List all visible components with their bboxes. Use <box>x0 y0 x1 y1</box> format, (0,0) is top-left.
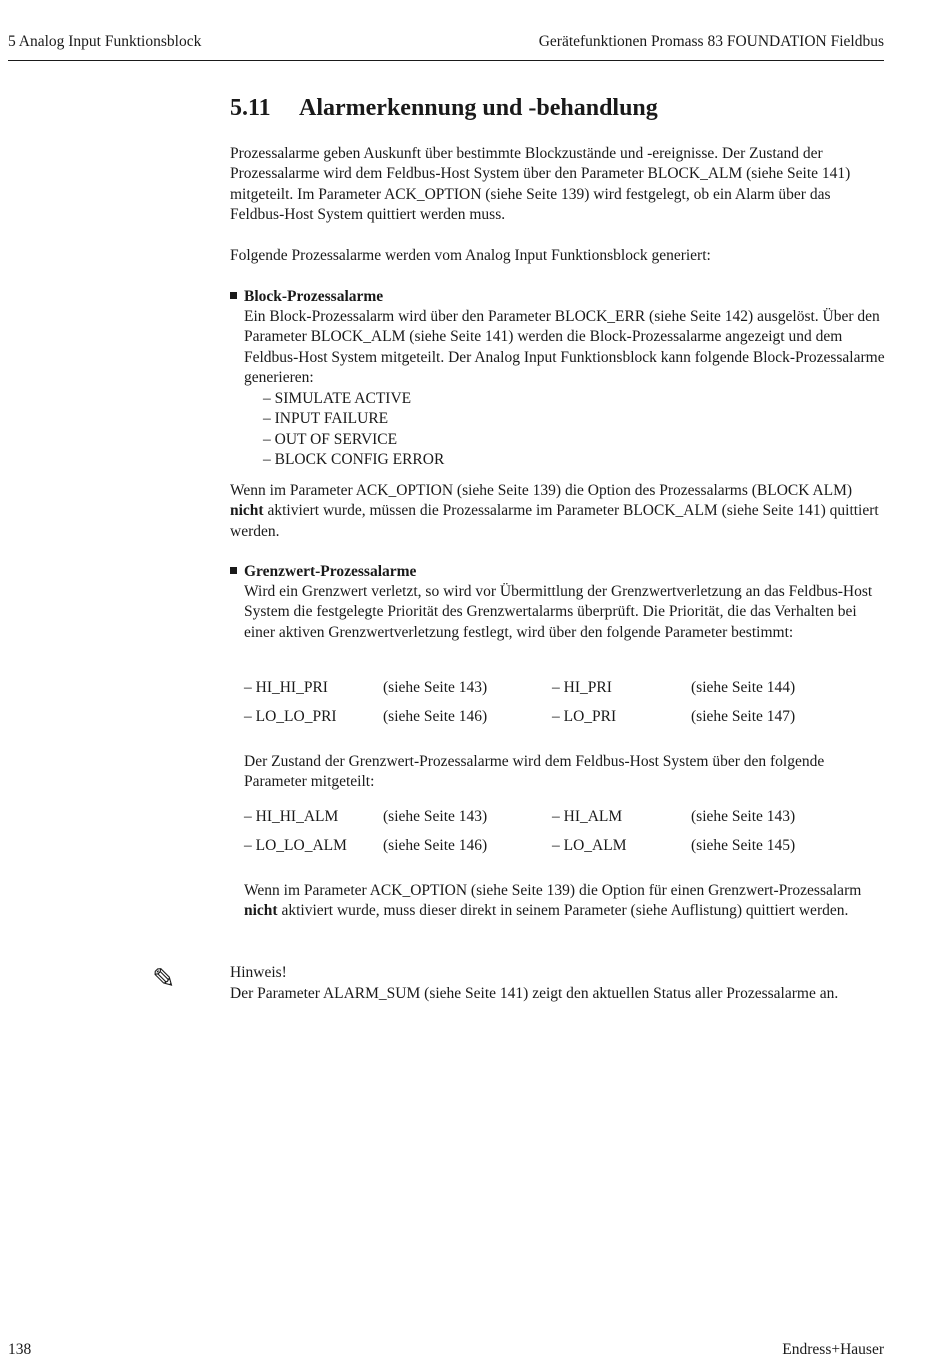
block-alarm-item: – INPUT FAILURE <box>263 410 389 427</box>
section-heading <box>230 95 658 122</box>
note-title: Hinweis! <box>230 964 287 981</box>
priority-param-ref: (siehe Seite 143) <box>383 679 488 696</box>
alarm-param-name: – LO_ALM <box>552 837 627 854</box>
block-alarms-heading-text: Block-Prozessalarme <box>244 288 384 305</box>
limit-alarms-description: Wird ein Grenzwert verletzt, so wird vor Übermittlung der Grenzwertverletzung an das Feldbus-Host System die festgelegte Priorität des Grenzwertalarms überprüft. Die Priorität, die das Verhalten bei einer aktiven Grenzwertverletzung festlegt, wird über den folgende Parameter bestimmt: <box>244 583 873 641</box>
limit-alarms-heading-text: Grenzwert-Prozessalarme <box>244 563 417 580</box>
limit-alarms-ack-paragraph <box>244 881 888 922</box>
limit-ack-text-end: aktiviert wurde, muss dieser direkt in seinem Parameter (siehe Auflistung) quittiert werden. <box>281 902 849 920</box>
block-alarm-item: – BLOCK CONFIG ERROR <box>263 451 445 468</box>
block-ack-text-end: aktiviert wurde, müssen die Prozessalarme im Parameter BLOCK_ALM (siehe Seite 141) quittiert werden. <box>230 502 879 540</box>
block-ack-text-start: Wenn im Parameter ACK_OPTION (siehe Seite 139) die Option des Prozessalarms (BLOCK ALM) <box>230 482 853 499</box>
header-divider <box>8 60 884 61</box>
block-alarm-item: – OUT OF SERVICE <box>263 431 398 448</box>
block-alarms-heading <box>230 287 383 307</box>
block-alarms-ack-paragraph <box>230 481 888 542</box>
limit-ack-emphasis: nicht <box>244 902 278 920</box>
limit-alarms-heading <box>230 562 416 582</box>
intro-list-lead: Folgende Prozessalarme werden vom Analog Input Funktionsblock generiert: <box>230 247 711 264</box>
alarm-param-ref: (siehe Seite 143) <box>383 808 488 825</box>
bullet-square-icon <box>230 292 237 299</box>
priority-param-name: – LO_PRI <box>552 708 617 725</box>
priority-param-name: – HI_PRI <box>552 679 612 696</box>
note-text: Der Parameter ALARM_SUM (siehe Seite 141) zeigt den aktuellen Status aller Prozessalarme an. <box>230 985 839 1002</box>
page-number: 138 <box>8 1341 32 1358</box>
limit-ack-text-start: Wenn im Parameter ACK_OPTION (siehe Seite 139) die Option für einen Grenzwert-Prozessalarm <box>244 882 862 899</box>
alarm-param-name: – HI_HI_ALM <box>244 808 339 825</box>
block-ack-emphasis: nicht <box>230 502 264 520</box>
priority-param-ref: (siehe Seite 147) <box>691 708 796 725</box>
pencil-icon: ✎ <box>152 962 176 995</box>
running-header-title: Gerätefunktionen Promass 83 FOUNDATION Fieldbus <box>538 33 884 50</box>
block-alarms-description: Ein Block-Prozessalarm wird über den Parameter BLOCK_ERR (siehe Seite 142) ausgelöst. Über den Parameter BLOCK_ALM (siehe Seite 141) werden die Block-Prozessalarme angezeigt und dem Feldbus-Host System mitgeteilt. Der Analog Input Funktionsblock kann folgende Block-Prozessalarme generieren: <box>244 308 885 387</box>
section-number: 5.11 <box>230 95 271 121</box>
priority-param-ref: (siehe Seite 146) <box>383 708 488 725</box>
section-title: Alarmerkennung und -behandlung <box>299 95 658 121</box>
block-alarm-item: – SIMULATE ACTIVE <box>263 390 412 407</box>
priority-param-name: – LO_LO_PRI <box>244 708 337 725</box>
alarm-param-ref: (siehe Seite 143) <box>691 808 796 825</box>
limit-alarms-state-paragraph: Der Zustand der Grenzwert-Prozessalarme wird dem Feldbus-Host System über den folgende Parameter mitgeteilt: <box>244 753 825 791</box>
alarm-param-ref: (siehe Seite 146) <box>383 837 488 854</box>
alarm-param-ref: (siehe Seite 145) <box>691 837 796 854</box>
brand-name: Endress+Hauser <box>782 1341 884 1358</box>
alarm-param-name: – LO_LO_ALM <box>244 837 347 854</box>
priority-param-ref: (siehe Seite 144) <box>691 679 796 696</box>
intro-paragraph: Prozessalarme geben Auskunft über bestimmte Blockzustände und -ereignisse. Der Zustand der Prozessalarme wird dem Feldbus-Host System über den Parameter BLOCK_ALM (siehe Seite 141) mitgeteilt. Im Parameter ACK_OPTION (siehe Seite 139) wird festgelegt, ob ein Alarm über das Feldbus-Host System quittiert werden muss. <box>230 145 851 224</box>
priority-param-name: – HI_HI_PRI <box>244 679 328 696</box>
alarm-param-name: – HI_ALM <box>552 808 623 825</box>
running-header-chapter: 5 Analog Input Funktionsblock <box>8 33 202 50</box>
bullet-square-icon <box>230 567 237 574</box>
